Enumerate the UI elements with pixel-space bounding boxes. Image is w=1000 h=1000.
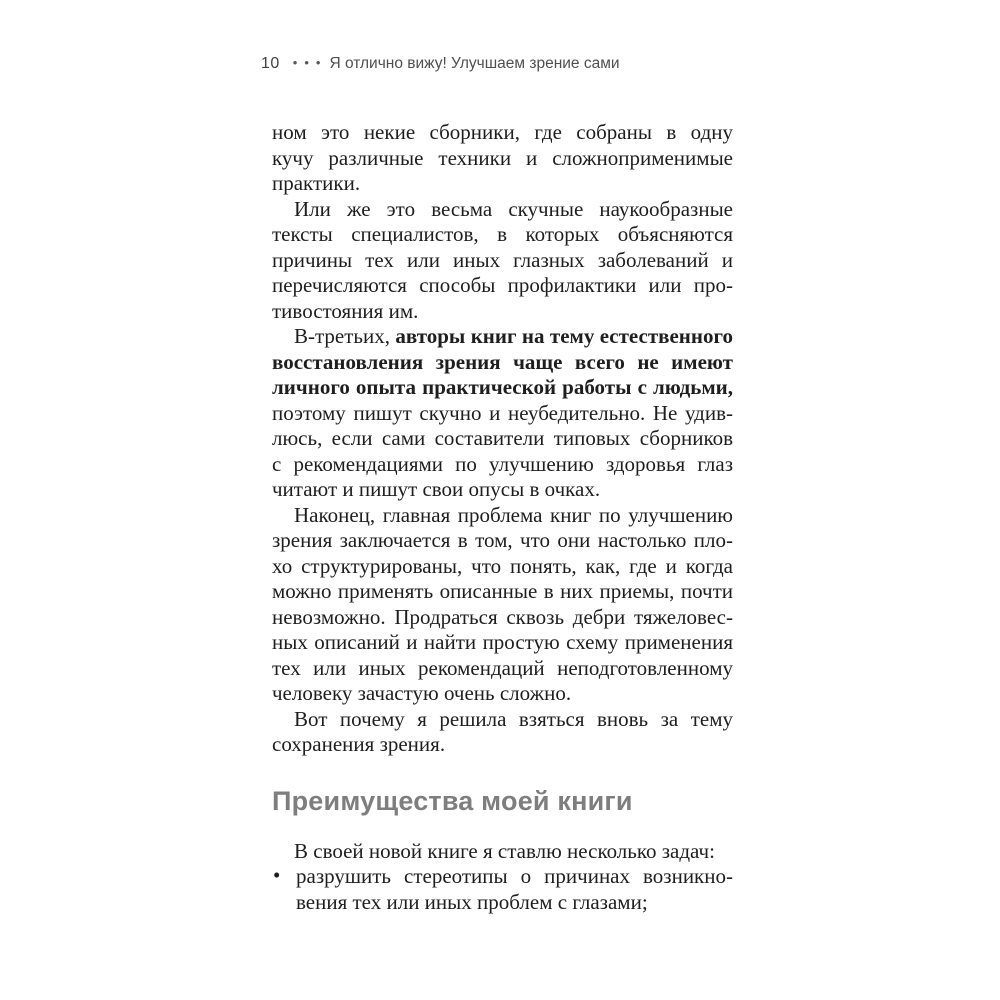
page-body <box>272 120 733 915</box>
text-line: человеку зачастую очень сложно. <box>272 681 572 705</box>
text-line: личного опыта практической работы с людьми, <box>272 375 733 399</box>
text-line: тексты специалистов, в которых объясняются <box>272 222 733 246</box>
text-line: сохранения зрения. <box>272 732 446 756</box>
text-line: Вот почему я решила взяться вновь за тему <box>294 706 733 731</box>
paragraph <box>272 503 733 707</box>
text-line: можно применять описанные в них приемы, почти <box>272 579 733 603</box>
paragraph <box>272 707 733 758</box>
text-line: тивостояния им. <box>272 298 419 323</box>
text-line: ных описаний и найти простую схему применения <box>272 630 733 654</box>
running-title: Я отлично вижу! Улучшаем зрение сами <box>329 55 620 72</box>
text-line: разрушить стереотипы о причинах возникно- <box>296 864 733 888</box>
text-line: зрения заключается в том, что они настолько пло- <box>272 528 733 552</box>
text-line: Или же это весьма скучные наукообразные <box>294 196 733 221</box>
text-line: восстановления зрения чаще всего не имеют <box>272 349 733 374</box>
text-line: читают и пишут свои опусы в очках. <box>272 477 601 501</box>
paragraph <box>272 324 733 503</box>
paragraph <box>272 197 733 325</box>
text-line: хо структурированы, что понять, как, где и когда <box>272 553 733 578</box>
header-dots-icon: ••• <box>292 55 328 70</box>
text-line: ном это некие сборники, где собраны в одну <box>272 120 733 144</box>
text-line: В-третьих, авторы книг на тему естественного <box>294 324 734 348</box>
text-line: тех или иных рекомендаций неподготовленному <box>272 655 733 680</box>
text-line: с рекомендациями по улучшению здоровья глаз <box>272 451 733 476</box>
text-line: невозможно. Продраться сквозь дебри тяжеловес- <box>272 604 733 629</box>
text-line: люсь, если сами составители типовых сборников <box>272 426 733 450</box>
page-number: 10 <box>261 55 280 72</box>
text-line: кучу различные техники и сложноприменимые <box>272 145 733 170</box>
text-line: причины тех или иных глазных заболеваний и <box>272 247 733 272</box>
text-line: практики. <box>272 171 361 195</box>
text-line: перечисляются способы профилактики или про- <box>272 273 733 297</box>
text-line: В своей новой книге я ставлю несколько задач: <box>294 838 715 863</box>
text-line: Наконец, главная проблема книг по улучшению <box>294 502 733 527</box>
paragraph <box>272 120 733 197</box>
bullet-item <box>272 864 733 915</box>
page-header <box>261 55 620 73</box>
text-line: поэтому пишут скучно и неубедительно. Не удив- <box>272 400 733 425</box>
bullet-icon: • <box>273 863 281 887</box>
text-line: вения тех или иных проблем с глазами; <box>296 889 648 914</box>
section-heading: Преимущества моей книги <box>272 785 633 816</box>
paragraph <box>272 839 733 865</box>
